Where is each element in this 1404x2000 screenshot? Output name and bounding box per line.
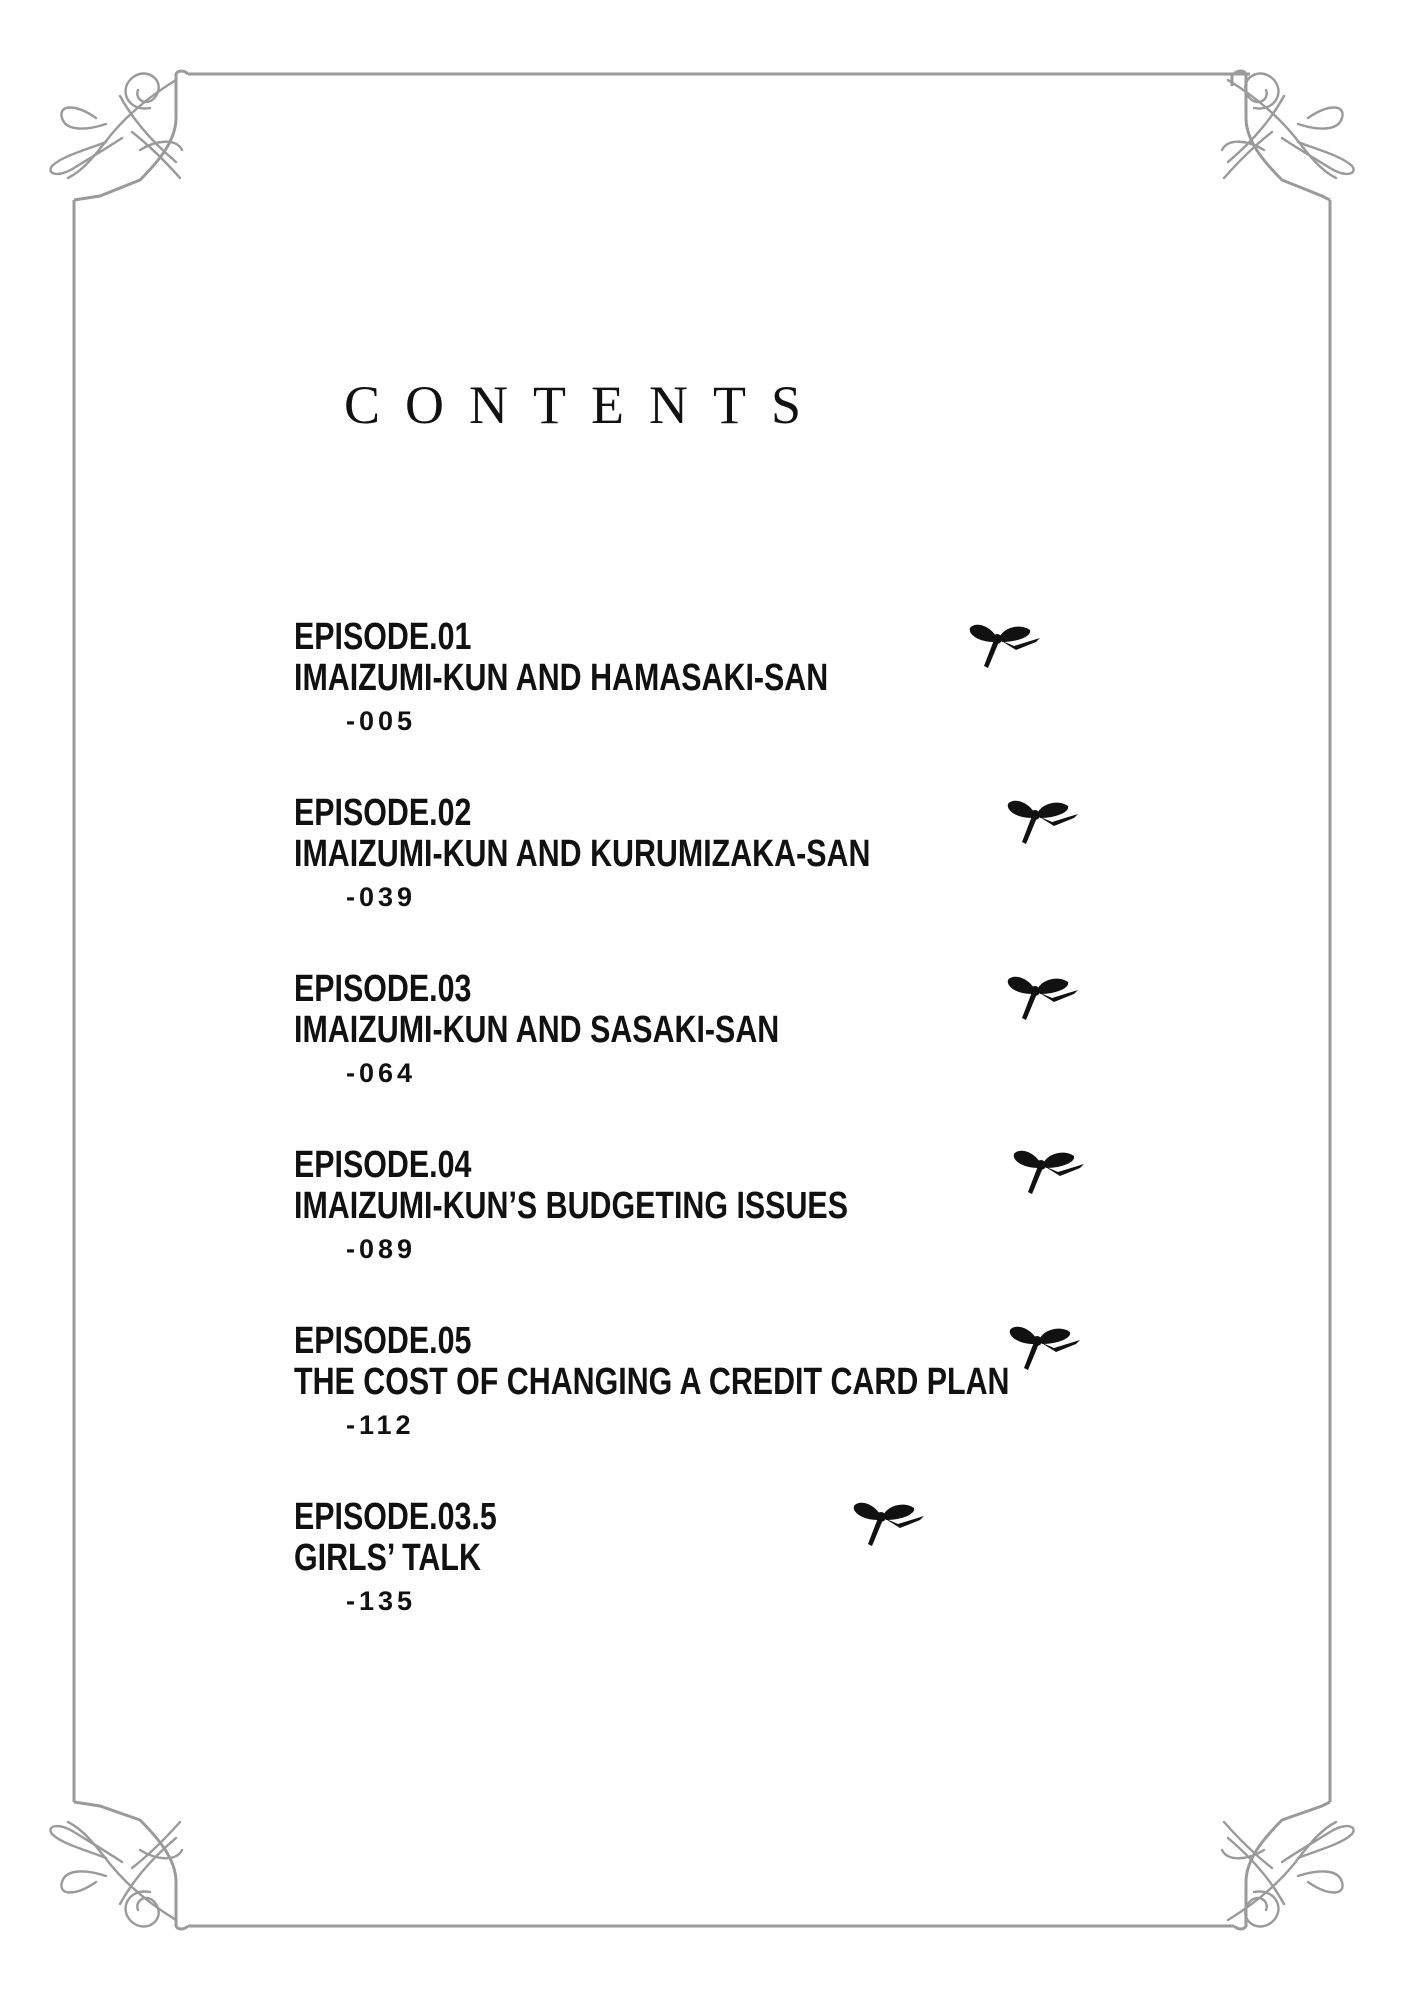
episode-label: EPISODE.04 <box>294 1144 472 1186</box>
episode-page-number: -005 <box>346 706 417 736</box>
episode-label: EPISODE.01 <box>294 616 472 658</box>
episode-label: EPISODE.02 <box>294 792 472 834</box>
ribbon-bow-icon <box>1010 1142 1090 1202</box>
corner-flourish-bottom-right <box>1222 1822 1354 1927</box>
episode-title: IMAIZUMI-KUN’S BUDGETING ISSUES <box>294 1185 848 1227</box>
toc-entry-episode-03-5[interactable] <box>294 1497 1054 1647</box>
toc-entry-episode-01[interactable] <box>294 617 1054 767</box>
ribbon-bow-icon <box>1004 792 1084 852</box>
episode-page-number: -089 <box>346 1234 417 1264</box>
corner-flourish-top-right <box>1222 73 1354 178</box>
ribbon-bow-icon <box>1004 968 1084 1028</box>
page-title: CONTENTS <box>344 375 826 435</box>
corner-flourish-bottom-left <box>50 1822 182 1927</box>
episode-page-number: -112 <box>346 1410 415 1440</box>
episode-page-number: -064 <box>346 1058 417 1088</box>
episode-page-number: -039 <box>346 882 417 912</box>
toc-entry-episode-03[interactable] <box>294 969 1054 1119</box>
episode-title: GIRLS’ TALK <box>294 1537 481 1579</box>
episode-title: IMAIZUMI-KUN AND SASAKI-SAN <box>294 1009 780 1051</box>
toc-entry-episode-05[interactable] <box>294 1321 1054 1471</box>
episode-label: EPISODE.05 <box>294 1320 472 1362</box>
toc-entry-episode-04[interactable] <box>294 1145 1054 1295</box>
episode-title: IMAIZUMI-KUN AND HAMASAKI-SAN <box>294 657 829 699</box>
episode-title: THE COST OF CHANGING A CREDIT CARD PLAN <box>294 1361 1010 1403</box>
corner-flourish-top-left <box>50 73 182 178</box>
episode-page-number: -135 <box>346 1586 417 1616</box>
ribbon-bow-icon <box>966 616 1046 676</box>
ribbon-bow-icon <box>850 1494 930 1554</box>
episode-title: IMAIZUMI-KUN AND KURUMIZAKA-SAN <box>294 833 871 875</box>
episode-label: EPISODE.03.5 <box>294 1496 497 1538</box>
toc-entry-episode-02[interactable] <box>294 793 1054 943</box>
ribbon-bow-icon <box>1006 1318 1086 1378</box>
episode-label: EPISODE.03 <box>294 968 472 1010</box>
